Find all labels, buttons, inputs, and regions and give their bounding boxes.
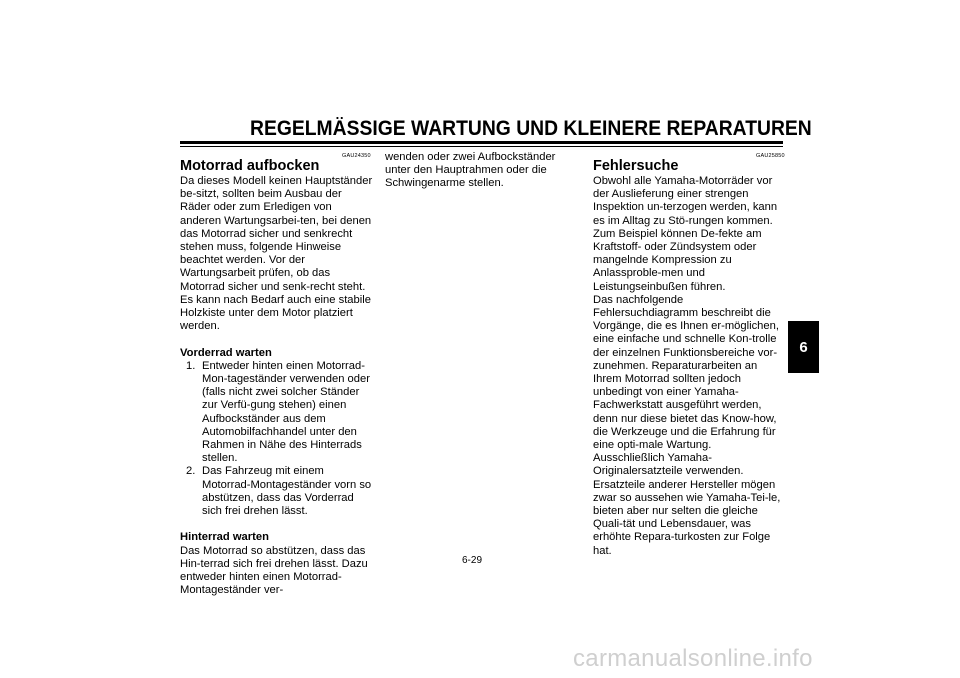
paragraph: Ausschließlich Yamaha-Originalersatzteile verwenden. Ersatzteile anderer Hersteller mögen zwar so aussehen wie Yamaha-Tei-le, bieten aber nur selten die gleiche Quali-tät und Lebensdauer, was erhöhte Repara-turkosten zur Folge hat. xyxy=(593,452,781,557)
rear-paragraph-cont: wenden oder zwei Aufbockständer unter den Hauptrahmen oder die Schwingenarme stellen. xyxy=(385,151,556,190)
column-middle xyxy=(385,151,580,191)
list-item xyxy=(180,360,375,466)
step-text: Das Fahrzeug mit einem Motorrad-Montageständer vorn so abstützen, dass das Vorderrad sich frei drehen lässt. xyxy=(202,465,372,518)
step-text: Entweder hinten einen Motorrad-Mon-tageständer verwenden oder (falls nicht zwei solcher Ständer zur Verfü-gung stehen) einen Aufbockständer aus dem Automobilfachhandel unter den Rahmen in Nähe des Hinterrads stellen. xyxy=(202,359,370,465)
header-rule xyxy=(180,141,783,144)
page-number: 6-29 xyxy=(462,555,483,566)
page-title: REGELMÄSSIGE WARTUNG UND KLEINERE REPARATUREN xyxy=(250,117,812,140)
section-heading: Fehlersuche xyxy=(593,158,679,174)
section-heading: Motorrad aufbocken xyxy=(180,158,320,174)
section-code: GAU24350 xyxy=(342,153,371,159)
watermark: carmanualsonline.info xyxy=(573,645,813,672)
subheading-rear: Hinterrad warten xyxy=(180,531,269,544)
header-rule-thin xyxy=(180,146,783,147)
paragraph: Obwohl alle Yamaha-Motorräder vor der Auslieferung einer strengen Inspektion un-terzogen werden, kann es im Alltag zu Stö-rungen kommen. Zum Beispiel können De-fekte am Kraftstoff- oder Zündsystem oder mangelnde Kompression zu Anlassproble-men und Leistungseinbußen führen. xyxy=(593,175,778,293)
step-number: 1. xyxy=(186,359,196,372)
paragraph: Das nachfolgende Fehlersuchdiagramm beschreibt die Vorgänge, die es Ihnen er-möglichen, eine einfache und schnelle Kon-trolle der einzelnen Funktionsbereiche vor-zunehmen. Reparaturarbeiten an Ihrem Motorrad sollten jedoch unbedingt von einer Yamaha-Fachwerkstatt ausgeführt werden, denn nur diese bietet das Know-how, die Werkzeuge und die Erfahrung für eine opti-male Wartung. xyxy=(593,293,779,452)
section-code: GAU25850 xyxy=(756,153,785,159)
step-number: 2. xyxy=(186,465,196,478)
column-right xyxy=(593,158,788,558)
list-item xyxy=(180,465,375,518)
column-left xyxy=(180,158,375,597)
rear-paragraph: Das Motorrad so abstützen, dass das Hin-terrad sich frei drehen lässt. Dazu entweder hinten einen Motorrad-Montageständer ver- xyxy=(180,544,368,597)
subheading-front: Vorderrad warten xyxy=(180,346,272,359)
intro-paragraph: Da dieses Modell keinen Hauptständer be-sitzt, sollten beim Ausbau der Räder oder zum Erledigen von anderen Wartungsarbei-ten, bei denen das Motorrad sicher und senkrecht stehen muss, folgende Hinweise beachtet werden. Vor der Wartungsarbeit prüfen, ob das Motorrad sicher und senk-recht steht. Es kann nach Bedarf auch eine stabile Holzkiste unter dem Motor platziert werden. xyxy=(180,175,373,333)
steps-list xyxy=(180,360,375,518)
chapter-tab: 6 xyxy=(788,321,819,373)
